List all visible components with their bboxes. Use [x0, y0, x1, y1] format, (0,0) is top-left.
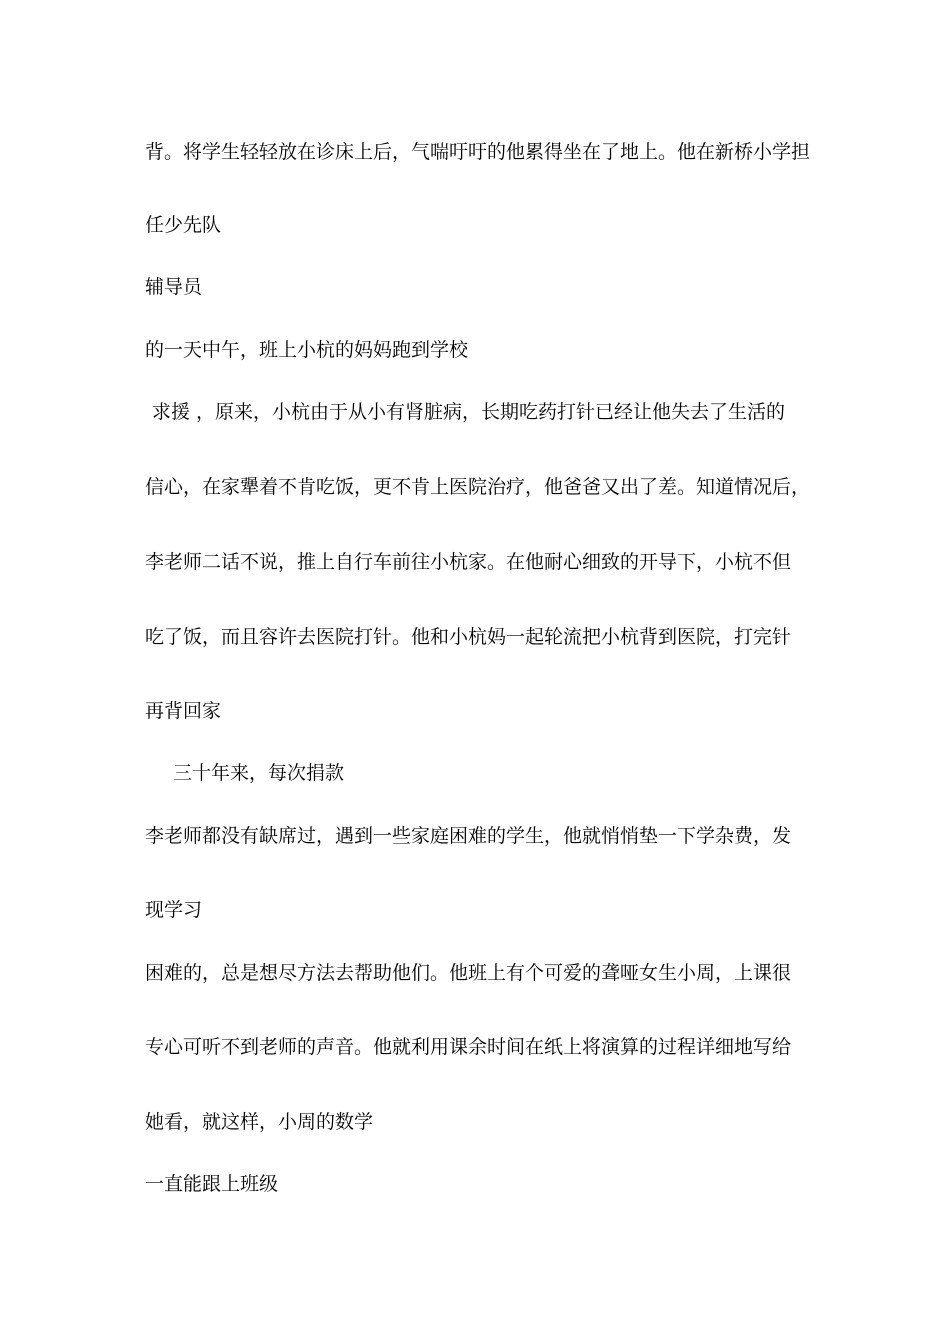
text-line: 一直能跟上班级	[145, 1173, 279, 1195]
text-line: 三十年来，每次捐款	[173, 762, 345, 784]
text-line: 的一天中午，班上小杭的妈妈跑到学校	[145, 339, 469, 361]
text-line: 吃了饭，而且容许去医院打针。他和小杭妈一起轮流把小杭背到医院，打完针	[145, 626, 792, 648]
text-line: 她看，就这样，小周的数学	[145, 1111, 374, 1133]
text-line: 李老师都没有缺席过，遇到一些家庭困难的学生，他就悄悄垫一下学杂费，发	[145, 825, 792, 847]
text-line: 再背回家	[145, 700, 222, 722]
text-line: 李老师二话不说，推上自行车前往小杭家。在他耐心细致的开导下，小杭不但	[145, 551, 792, 573]
text-line: 现学习	[145, 899, 203, 921]
text-line: 求援 ，原来，小杭由于从小有肾脏病，长期吃药打针已经让他失去了生活的	[152, 401, 786, 423]
text-line: 困难的，总是想尽方法去帮助他们。他班上有个可爱的聋哑女生小周，上课很	[145, 962, 792, 984]
text-line: 任少先队	[145, 214, 222, 236]
text-line: 信心，在家犟着不肯吃饭，更不肯上医院治疗，他爸爸又出了差。知道情况后，	[145, 476, 811, 498]
text-line: 专心可听不到老师的声音。他就利用课余时间在纸上将演算的过程详细地写给	[145, 1036, 792, 1058]
text-line: 辅导员	[145, 276, 203, 298]
text-line: 背。将学生轻轻放在诊床上后，气喘吁吁的他累得坐在了地上。他在新桥小学担	[145, 141, 811, 163]
